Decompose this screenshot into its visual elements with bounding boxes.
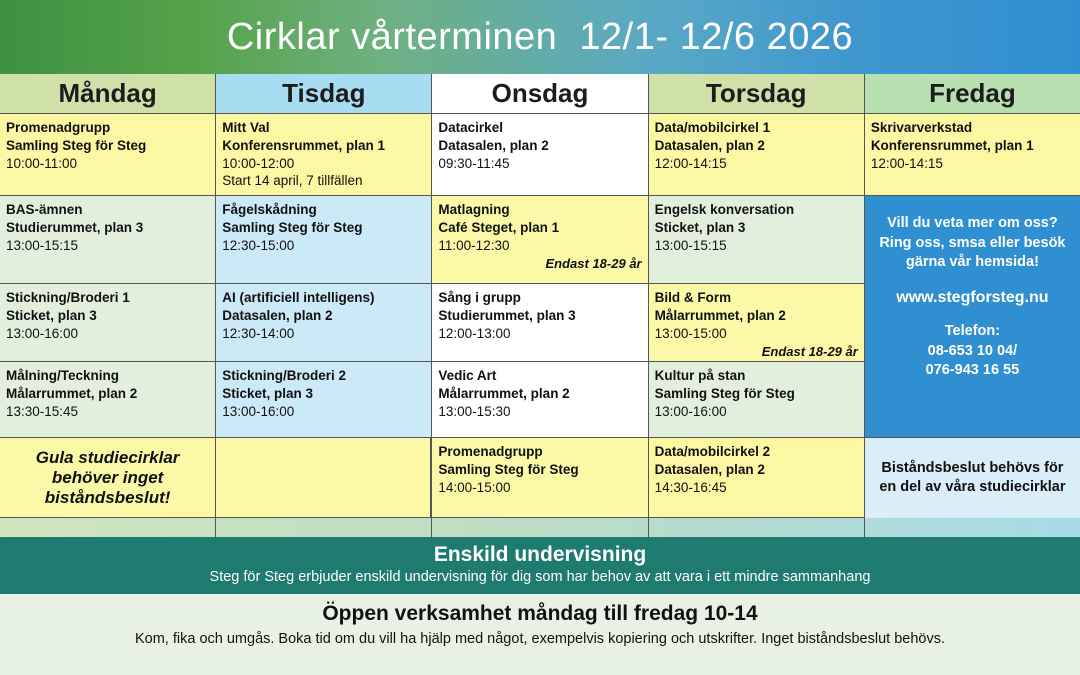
course-card[interactable]	[432, 362, 647, 438]
day-header-friday-label: Fredag	[929, 78, 1016, 108]
course-time: 10:00-12:00	[222, 155, 295, 171]
day-header-wednesday-label: Onsdag	[491, 78, 589, 108]
course-location: Datasalen, plan 2	[222, 307, 333, 323]
course-title: Data/mobilcirkel 1	[654, 120, 771, 135]
course-location: Samling Steg för Steg	[654, 385, 795, 401]
course-card[interactable]	[432, 438, 647, 518]
course-time: 13:00-16:00	[654, 403, 727, 419]
page-title: Cirklar vårterminen 12/1- 12/6 2026	[226, 15, 854, 58]
course-time: 12:30-15:00	[222, 237, 295, 253]
course-title: Matlagning	[438, 202, 510, 217]
course-time: 14:30-16:45	[654, 479, 727, 495]
course-time: 13:00-15:15	[654, 237, 727, 253]
course-time: 10:00-11:00	[6, 155, 78, 171]
individual-teaching-sub: Steg för Steg erbjuder enskild undervisning för dig som har behov av att vara i ett mindre sammanhang	[209, 568, 871, 585]
poster-title-bar	[0, 0, 1080, 74]
course-location: Samling Steg för Steg	[222, 219, 363, 235]
phone-number-1[interactable]: 08-653 10 04/	[927, 342, 1018, 359]
course-title: Vedic Art	[438, 368, 497, 383]
course-location: Samling Steg för Steg	[438, 461, 579, 477]
column-friday	[865, 114, 1080, 537]
course-time: 13:00-15:30	[438, 403, 511, 419]
course-title: Stickning/Broderi 1	[6, 290, 130, 305]
course-time: 13:30-15:45	[6, 403, 79, 419]
course-title: Stickning/Broderi 2	[222, 368, 346, 383]
day-header-thursday	[649, 74, 865, 114]
day-header-wednesday	[432, 74, 648, 114]
course-location: Studierummet, plan 3	[438, 307, 576, 323]
open-activity-title: Öppen verksamhet måndag till fredag 10-14	[322, 601, 758, 625]
course-title: Fågelskådning	[222, 202, 317, 217]
course-title: Bild & Form	[654, 290, 732, 305]
course-card[interactable]	[865, 114, 1080, 196]
contact-line-2: Ring oss, smsa eller	[879, 234, 1020, 251]
column-tuesday	[216, 114, 432, 537]
day-header-tuesday	[216, 74, 432, 114]
course-title: BAS-ämnen	[6, 202, 83, 217]
course-title: Målning/Teckning	[6, 368, 120, 383]
yellow-circles-note-text: Gula studiecirklar behöver inget biståndsbeslut!	[35, 447, 180, 507]
course-title: Kultur på stan	[654, 368, 746, 383]
day-header-thursday-label: Torsdag	[705, 78, 807, 108]
course-card[interactable]	[649, 196, 864, 284]
course-card[interactable]	[216, 362, 431, 438]
course-card[interactable]	[216, 196, 431, 284]
course-title: AI (artificiell intelligens)	[222, 290, 375, 305]
course-time: 11:00-12:30	[438, 237, 510, 253]
website-link[interactable]: www.stegforsteg.nu	[896, 288, 1049, 306]
open-activity-sub: Kom, fika och umgås. Boka tid om du vill ha hjälp med något, exempelvis kopiering och utskrifter. Inget biståndsbeslut behövs.	[134, 630, 946, 647]
course-title: Data/mobilcirkel 2	[654, 444, 771, 459]
yellow-circles-note	[0, 438, 215, 518]
day-header-friday	[865, 74, 1080, 114]
course-card[interactable]	[216, 114, 431, 196]
course-card[interactable]	[0, 196, 215, 284]
course-extra: Start 14 april, 7 tillfällen	[222, 173, 363, 189]
course-time: 13:00-15:00	[654, 325, 727, 341]
course-time: 12:30-14:00	[222, 325, 295, 341]
course-location: Målarrummet, plan 2	[6, 385, 138, 401]
course-location: Målarrummet, plan 2	[654, 307, 786, 323]
open-activity-band	[0, 594, 1080, 675]
course-title: Mitt Val	[222, 120, 270, 135]
phone-label: Telefon:	[944, 323, 1001, 340]
course-title: Skrivarverkstad	[870, 120, 973, 135]
day-header-row	[0, 74, 1080, 114]
course-card[interactable]	[649, 438, 864, 518]
course-card[interactable]	[0, 114, 215, 196]
assistance-decision-note	[865, 438, 1080, 518]
course-card[interactable]	[649, 362, 864, 438]
individual-teaching-title: Enskild undervisning	[433, 542, 647, 566]
course-title: Promenadgrupp	[438, 444, 543, 459]
column-monday	[0, 114, 216, 537]
course-card[interactable]	[0, 362, 215, 438]
course-location: Sticket, plan 3	[6, 307, 97, 323]
schedule-grid	[0, 114, 1080, 537]
column-wednesday	[432, 114, 648, 537]
course-card[interactable]	[216, 284, 431, 362]
day-header-tuesday-label: Tisdag	[282, 78, 366, 108]
course-card[interactable]	[432, 114, 647, 196]
course-location: Konferensrummet, plan 1	[222, 137, 385, 153]
course-card[interactable]	[0, 284, 215, 362]
course-card[interactable]	[649, 114, 864, 196]
course-location: Studierummet, plan 3	[6, 219, 144, 235]
individual-teaching-band	[0, 537, 1080, 594]
course-time: 14:00-15:00	[438, 479, 511, 495]
course-time: 13:00-15:15	[6, 237, 79, 253]
course-card[interactable]	[432, 284, 647, 362]
course-age-note: Endast 18-29 år	[761, 344, 858, 360]
course-time: 13:00-16:00	[6, 325, 79, 341]
course-location: Datasalen, plan 2	[654, 461, 765, 477]
contact-info-block	[865, 196, 1080, 438]
course-location: Målarrummet, plan 2	[438, 385, 570, 401]
day-header-monday-label: Måndag	[58, 78, 157, 108]
course-time: 09:30-11:45	[438, 155, 510, 171]
course-location: Café Steget, plan 1	[438, 219, 560, 235]
day-header-monday	[0, 74, 216, 114]
course-time: 13:00-16:00	[222, 403, 295, 419]
course-time: 12:00-14:15	[870, 155, 943, 171]
course-card[interactable]	[432, 196, 647, 284]
phone-number-2[interactable]: 076-943 16 55	[925, 362, 1020, 379]
yellow-circles-note-spacer	[216, 438, 431, 518]
course-title: Promenadgrupp	[6, 120, 111, 135]
course-location: Datasalen, plan 2	[438, 137, 549, 153]
column-thursday	[649, 114, 865, 537]
course-card[interactable]	[649, 284, 864, 362]
course-title: Sång i grupp	[438, 290, 521, 305]
course-location: Samling Steg för Steg	[6, 137, 147, 153]
course-time: 12:00-14:15	[654, 155, 727, 171]
course-location: Sticket, plan 3	[654, 219, 746, 235]
course-title: Engelsk konversation	[654, 202, 795, 217]
assistance-decision-note-text: Biståndsbeslut behövs för en del av våra studiecirklar	[879, 460, 1066, 495]
course-location: Konferensrummet, plan 1	[870, 137, 1034, 153]
course-location: Datasalen, plan 2	[654, 137, 765, 153]
course-location: Sticket, plan 3	[222, 385, 313, 401]
course-age-note: Endast 18-29 år	[545, 256, 642, 272]
contact-line-1: Vill du veta mer om oss?	[887, 215, 1058, 231]
contact-line-3: besök gärna vår hemsida!	[905, 234, 1066, 271]
course-time: 12:00-13:00	[438, 325, 511, 341]
course-title: Datacirkel	[438, 120, 503, 135]
